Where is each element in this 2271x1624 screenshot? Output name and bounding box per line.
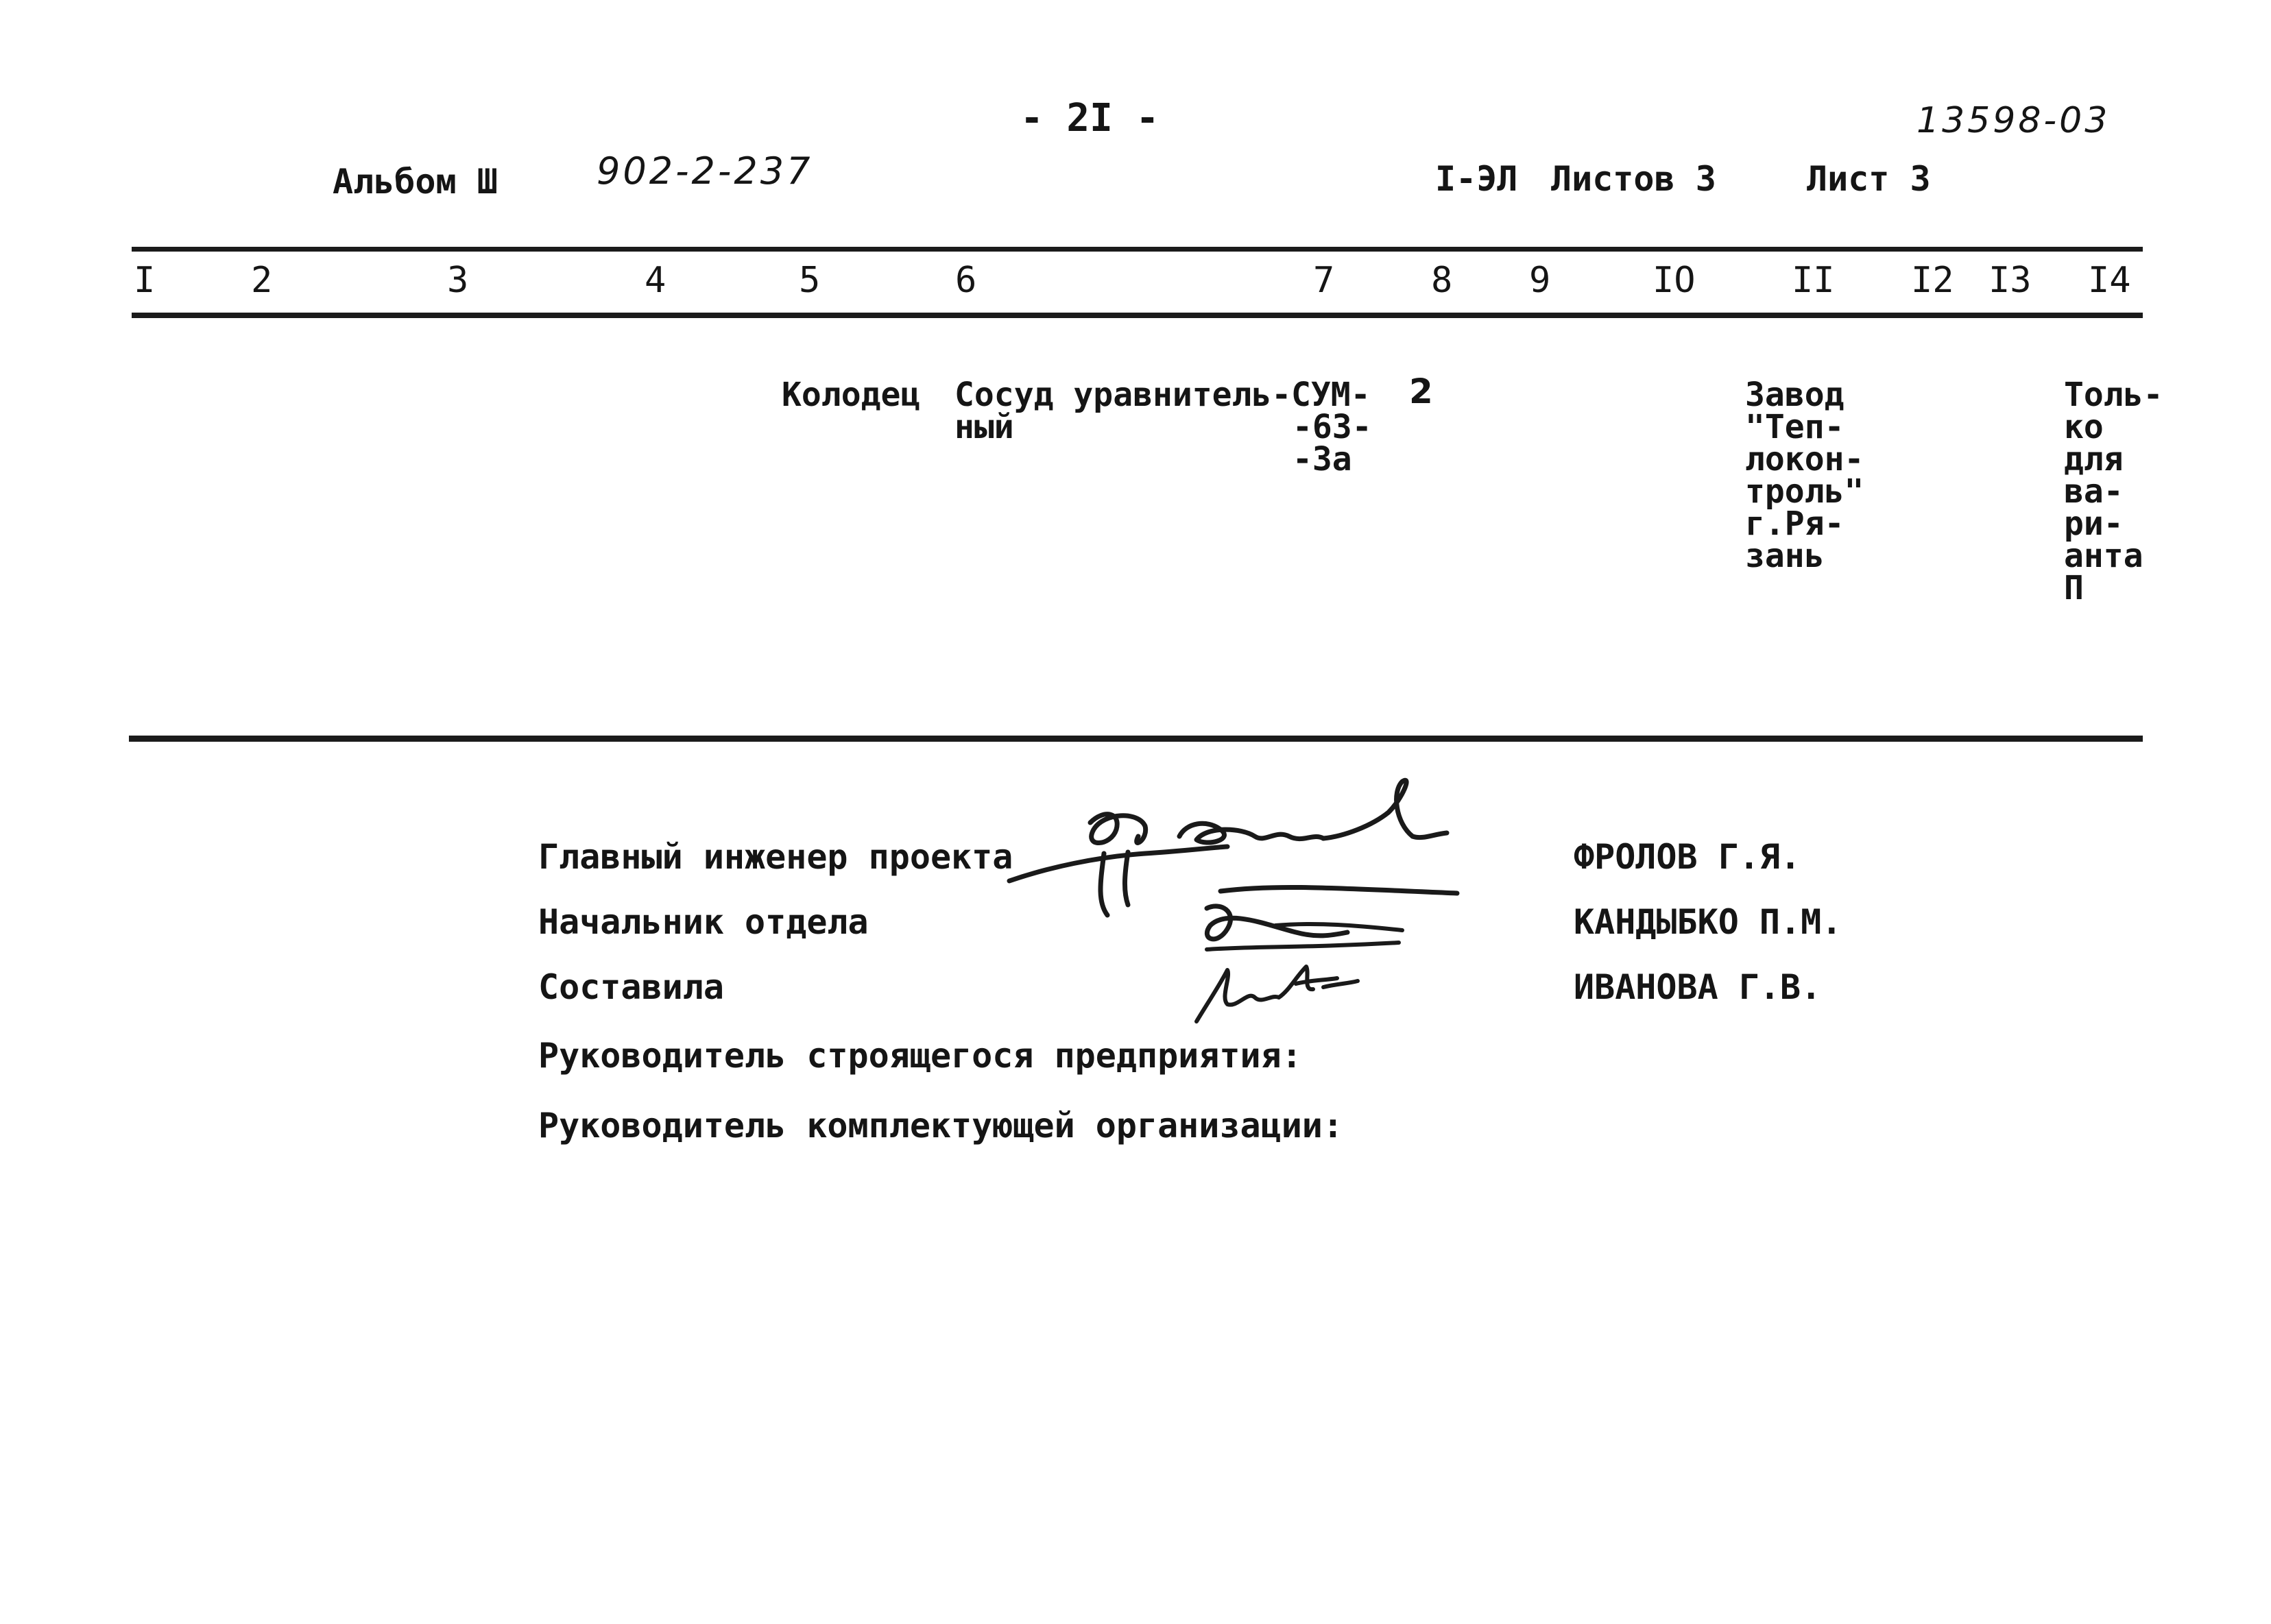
row-type-line-3: -3а [1293, 440, 1352, 478]
role-compiler: Составила [538, 967, 724, 1007]
column-header-4: 4 [645, 260, 666, 301]
row-supplier-line-2: "Теп- [1745, 408, 1845, 446]
sheets-total: Листов 3 [1551, 159, 1716, 199]
row-name-line-1: Сосуд уравнитель- [954, 376, 1292, 414]
row-quantity: 2 [1409, 372, 1436, 411]
row-note-line-2: ко [2064, 408, 2104, 446]
archive-number: 13598-03 [1916, 100, 2111, 141]
sheet-number: Лист 3 [1807, 159, 1931, 199]
column-header-11: II [1792, 260, 1835, 301]
column-header-3: 3 [447, 260, 469, 301]
row-location: Колодец [782, 376, 921, 414]
album-label: Альбом Ш [333, 162, 498, 202]
column-header-1: I [134, 260, 156, 301]
column-header-13: I3 [1988, 260, 2032, 301]
row-note-line-6: анта [2064, 537, 2143, 575]
role-supplier-head: Руководитель комплектующей организации: [538, 1106, 1343, 1146]
column-header-14: I4 [2088, 260, 2131, 301]
column-header-6: 6 [955, 260, 977, 301]
column-header-5: 5 [799, 260, 821, 301]
row-type-line-2: -63- [1293, 408, 1372, 446]
column-header-12: I2 [1911, 260, 1954, 301]
row-type-line-1: СУМ- [1291, 376, 1371, 414]
project-code: 902-2-237 [597, 149, 813, 193]
table-top-rule [132, 247, 2143, 252]
row-note-line-4: ва- [2064, 472, 2124, 511]
role-department-head: Начальник отдела [538, 902, 869, 942]
role-chief-engineer: Главный инженер проекта [538, 837, 1013, 877]
column-header-10: IO [1653, 260, 1696, 301]
name-department-head: КАНДЫБКО П.М. [1574, 902, 1842, 942]
name-compiler: ИВАНОВА Г.В. [1574, 967, 1822, 1007]
column-header-2: 2 [251, 260, 273, 301]
row-note-line-3: для [2064, 440, 2124, 478]
table-bottom-rule [129, 736, 2143, 742]
row-name-line-2: ный [954, 408, 1014, 446]
row-supplier-line-3: локон- [1745, 440, 1864, 478]
sheet-code: I-ЭЛ [1435, 159, 1518, 199]
row-note-line-7: П [2064, 569, 2084, 607]
column-header-8: 8 [1431, 260, 1453, 301]
row-supplier-line-1: Завод [1745, 376, 1845, 414]
row-supplier-line-4: троль" [1745, 472, 1864, 511]
name-chief-engineer: ФРОЛОВ Г.Я. [1574, 837, 1801, 877]
row-supplier-line-5: г.Ря- [1745, 505, 1845, 543]
column-header-9: 9 [1529, 260, 1551, 301]
row-note-line-5: ри- [2064, 505, 2124, 543]
page-number: - 2I - [1020, 96, 1159, 141]
handwritten-signatures [1001, 771, 1495, 1045]
table-header-rule [132, 313, 2143, 318]
role-enterprise-head: Руководитель строящегося предприятия: [538, 1036, 1302, 1076]
column-header-7: 7 [1313, 260, 1335, 301]
row-supplier-line-6: зань [1745, 537, 1825, 575]
row-note-line-1: Толь- [2064, 376, 2163, 414]
